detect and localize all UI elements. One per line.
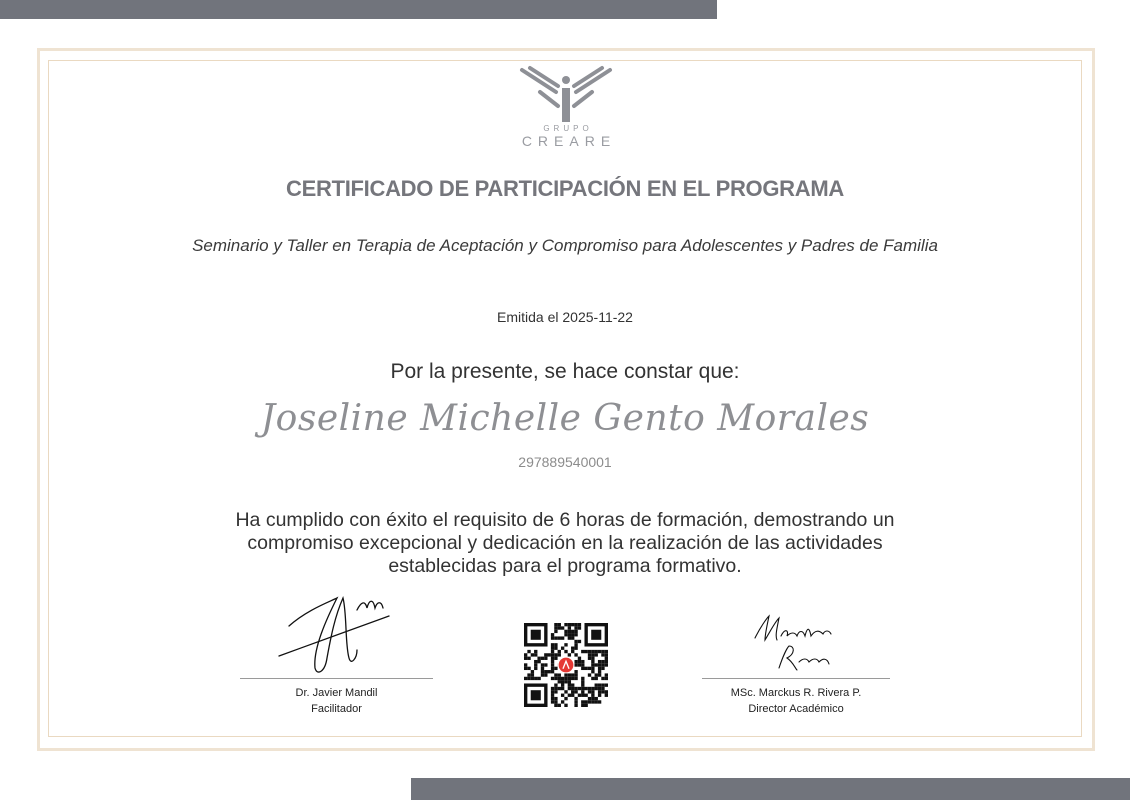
- signature-left-line: [240, 678, 433, 717]
- signer-left-role: Facilitador: [311, 703, 362, 715]
- logo-small-text: GRUPO: [543, 124, 593, 133]
- signature-right-line: [702, 678, 890, 717]
- signature-left: [240, 588, 433, 717]
- signer-right-name: MSc. Marckus R. Rivera P.: [730, 687, 862, 699]
- signature-right-image: [751, 612, 841, 676]
- grupo-creare-logo: [508, 62, 624, 154]
- issue-date: Emitida el 2025-11-22: [497, 309, 633, 325]
- logo-mark-icon: [518, 62, 614, 124]
- recipient-id: 297889540001: [518, 454, 612, 470]
- signer-right-role: Director Académico: [748, 703, 844, 715]
- bottom-decorative-bar: [411, 778, 1130, 800]
- signer-left-name: Dr. Javier Mandil: [295, 687, 378, 699]
- verification-qr-code: [524, 623, 608, 707]
- signature-left-image: [277, 588, 397, 676]
- program-name: Seminario y Taller en Terapia de Aceptación y Compromiso para Adolescentes y Padres de Familia: [192, 236, 938, 255]
- top-decorative-bar: [0, 0, 717, 19]
- certificate-title: CERTIFICADO DE PARTICIPACIÓN EN EL PROGRAMA: [286, 176, 844, 201]
- certificate-body: Ha cumplido con éxito el requisito de 6 horas de formación, demostrando un compromiso excepcional y dedicación en la realización de las actividades establecidas para el programa formativo.: [235, 509, 895, 577]
- recipient-name: Joseline Michelle Gento Morales: [260, 398, 870, 439]
- intro-text: Por la presente, se hace constar que:: [390, 360, 740, 383]
- logo-big-text: CREARE: [521, 133, 617, 149]
- signature-right: [702, 612, 890, 717]
